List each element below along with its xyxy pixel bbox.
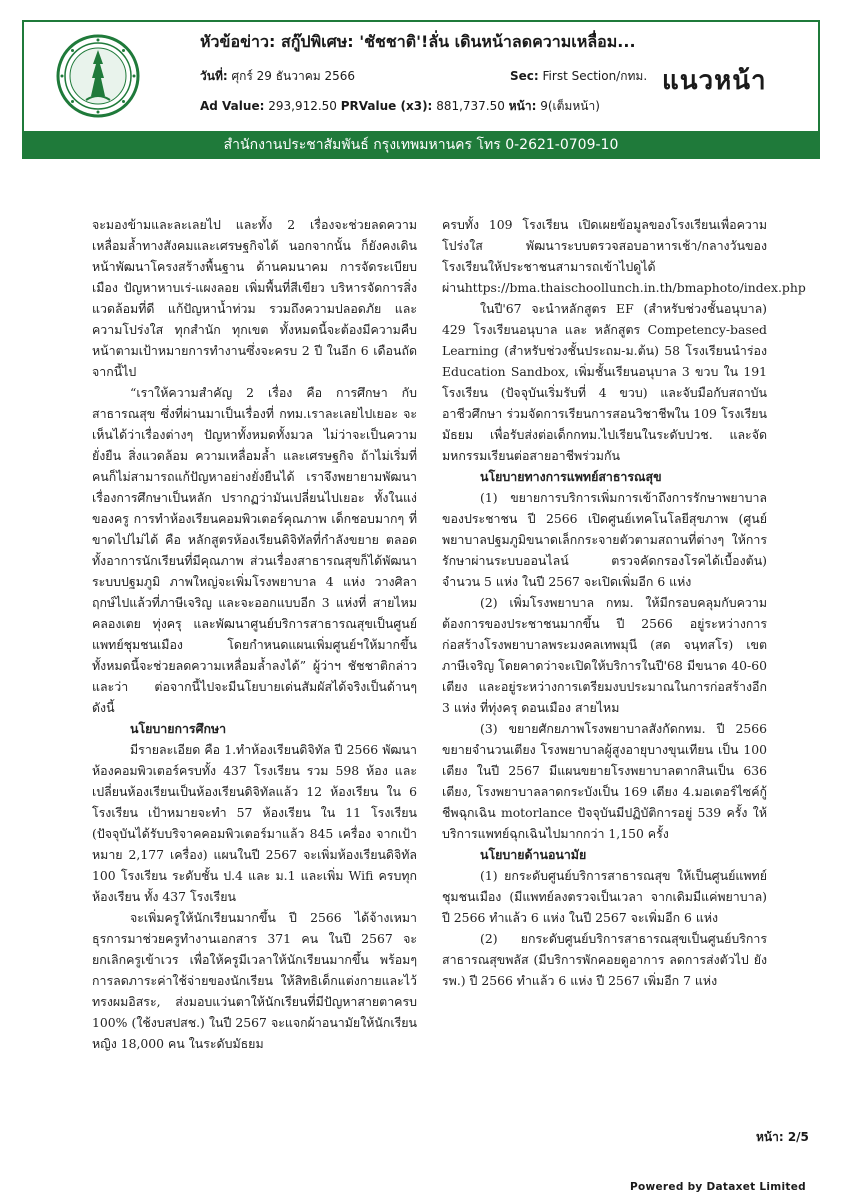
news-meta xyxy=(200,30,660,116)
date-sec-row xyxy=(200,67,660,85)
article-paragraph: จะเพิ่มครูให้นักเรียนมากขึ้น ปี 2566 ได้จ้างเหมาธุรการมาช่วยครูทำงานเอกสาร 371 คน ในปี 2567 จะยกเลิกครูเข้าเวร เพื่อให้ครูมีเวลาให้นักเรียนมากขึ้น พร้อมๆ การลดภาระค่าใช้จ่ายของนักเรียน ให้สิทธิเด็กแต่งกายและไว้ทรงผมอิสระ, ส่งมอบแว่นตาให้นักเรียนที่มีปัญหาสายตาครบ 100% (ใช้งบสปสช.) ในปี 2567 จะแจกผ้าอนามัยให้นักเรียนหญิง 18,000 คน ในระดับมัธยม xyxy=(92,910,417,1051)
sec-field xyxy=(510,67,647,86)
bma-logo xyxy=(22,20,174,131)
bma-seal-icon xyxy=(56,34,140,118)
headline-label: หัวข้อข่าว: xyxy=(200,32,276,51)
page-indicator: หน้า: 2/5 xyxy=(756,1130,809,1144)
ad-value: 293,912.50 xyxy=(268,99,337,113)
article-column-right xyxy=(442,214,806,991)
page-value: 9(เต็มหน้า) xyxy=(540,99,600,113)
article-paragraph: (2) เพิ่มโรงพยาบาล กทม. ให้มีกรอบคลุมกับความต้องการของประชาชนมากขึ้น ปี 2566 อยู่ระหว่างการก่อสร้างโรงพยาบาลพระมงคลเทพมุนี (สด จนฺทสโร) เขตภาษีเจริญ โดยคาดว่าจะเปิดให้บริการในปี'68 มีขนาด 40-60 เตียง และอยู่ระหว่างการเตรียมงบประมาณในการก่อสร้างอีก 3 แห่ง ที่ทุ่งครุ ดอนเมือง สายไหม xyxy=(442,595,767,715)
article-paragraph: (2) ยกระดับศูนย์บริการสาธารณสุขเป็นศูนย์บริการสาธารณสุขพลัส (มีบริการพักคอยดูอาการ ลดการส่งตัวไป ยัง รพ.) ปี 2566 ทำแล้ว 6 แห่ง ปี 2567 เพิ่มอีก 7 แห่ง xyxy=(442,931,767,988)
pr-value: 881,737.50 xyxy=(436,99,505,113)
sec-label: Sec: xyxy=(510,69,539,83)
date-label: วันที่: xyxy=(200,69,228,83)
section-heading: นโยบายด้านอนามัย xyxy=(480,847,587,862)
article-paragraph: ครบทั้ง 109 โรงเรียน เปิดเผยข้อมูลของโรงเรียนเพื่อความโปร่งใส พัฒนาระบบตรวจสอบอาหารเช้า/กลางวันของโรงเรียนให้ประชาชนสามารถเข้าไปดูได้ ผ่านhttps://bma.thaischoollunch.in.th/bmaphoto/index.php xyxy=(442,217,806,295)
article-paragraph: (3) ขยายศักยภาพโรงพยาบาลสังกัดกทม. ปี 2566 ขยายจำนวนเตียง โรงพยาบาลผู้สูงอายุบางขุนเทียน เป็น 100 เตียง ในปี 2567 มีแผนขยายโรงพยาบาลตากสินเป็น 636 เตียง, โรงพยาบาลลาดกระบังเป็น 169 เตียง 4.มอเตอร์ไซค์กู้ชีพฉุกเฉิน motorlance ปัจจุบันมีปฏิบัติการอยู่ 539 ครั้ง ให้บริการแพทย์ฉุกเฉินไปมากกว่า 1,150 ครั้ง xyxy=(442,721,767,841)
ad-value-label: Ad Value: xyxy=(200,99,265,113)
article-paragraph: “เราให้ความสำคัญ 2 เรื่อง คือ การศึกษา กับสาธารณสุข ซึ่งที่ผ่านมาเป็นเรื่องที่ กทม.เราละเลยไปเยอะ จะเห็นได้ว่าเรื่องต่างๆ ปัญหาทั้งหมดทั้งมวล ไม่ว่าจะเป็นความยั่งยืน สิ่งแวดล้อม ความเหลื่อมล้ำ และเศรษฐกิจ ถ้าไม่เริ่มที่คนก็ไม่สามารถแก้ปัญหาอย่างยั่งยืนได้ เราจึงพยายามพัฒนาเรื่องการศึกษาเป็นหลัก ปรากฏว่ามันเปลี่ยนไปเยอะ ทั้งในแง่ของครู การทำห้องเรียนคอมพิวเตอร์คุณภาพ เด็กชอบมากๆ ที่ขาดไปไม่ได้ คือ หลักสูตรห้องเรียนดิจิทัลที่กำลังขยาย ตลอดทั้งอาการนักเรียนที่มีคุณภาพ ส่วนเรื่องสาธารณสุขก็ได้พัฒนาระบบปฐมภูมิ ภาพใหญ่จะเพิ่มโรงพยาบาล 4 แห่ง วางศิลาฤกษ์ไปแล้วที่ภาษีเจริญ และจะออกแบบอีก 3 แห่งที่ สายไหม คลองเตย ทุ่งครุ และพัฒนาศูนย์บริการสาธารณสุขเป็นศูนย์แพทย์ชุมชนเมือง โดยกำหนดแผนเพิ่มศูนย์ฯให้มากขึ้น ทั้งหมดนี้จะช่วยลดความเหลื่อมล้ำลงได้” ผู้ว่าฯ ชัชชาติกล่าวและว่า ต่อจากนี้ไปจะมีนโยบายเด่นสัมผัสได้จริงเป็นด้านๆ ดังนี้ xyxy=(92,385,417,715)
page-label: หน้า: xyxy=(508,99,537,113)
section-heading: นโยบายทางการแพทย์สาธารณสุข xyxy=(480,469,662,484)
headline-text: สกู๊ปพิเศษ: 'ชัชชาติ'!ลั่น เดินหน้าลดความเหลื่อม... xyxy=(280,32,636,51)
article-paragraph: (1) ยกระดับศูนย์บริการสาธารณสุข ให้เป็นศูนย์แพทย์ชุมชนเมือง (มีแพทย์ลงตรวจเป็นเวลา จากเดิมมีแค่พยาบาล) ปี 2566 ทำแล้ว 6 แห่ง ในปี 2567 จะเพิ่มอีก 6 แห่ง xyxy=(442,868,767,925)
powered-by: Powered by Dataxet Limited xyxy=(630,1181,806,1193)
sec-value: First Section/กทม. xyxy=(542,69,648,83)
office-bar: สำนักงานประชาสัมพันธ์ กรุงเทพมหานคร โทร 0-2621-0709-10 xyxy=(22,131,820,159)
headline-row xyxy=(200,30,660,55)
article-paragraph: จะมองข้ามและละเลยไป และทั้ง 2 เรื่องจะช่วยลดความเหลื่อมล้ำทางสังคมและเศรษฐกิจได้ นอกจากนั้น ก็ยังคงเดินหน้าพัฒนาโครงสร้างพื้นฐาน ด้านคมนาคม การจัดระเบียบเมือง ปัญหาหาบเร่-แผงลอย เพิ่มพื้นที่สีเขียว บริหารจัดการสิ่งแวดล้อมที่ดี แก้ปัญหาน้ำท่วม รวมถึงความปลอดภัย และความโปร่งใส ทุกสำนัก ทุกเขต ทั้งหมดนี้จะต้องมีความคืบหน้าตามเป้าหมายการทำงานซึ่งจะครบ 2 ปี ในอีก 6 เดือนถัดจากนี้ไป xyxy=(92,217,417,379)
article-paragraph: ในปี'67 จะนำหลักสูตร EF (สำหรับช่วงชั้นอนุบาล) 429 โรงเรียนอนุบาล และ หลักสูตร Competency-based Learning (สำหรับช่วงชั้นประถม-ม.ต้น) 58 โรงเรียนนำร่อง Education Sandbox, เพิ่มชั้นเรียนอนุบาล 3 ขวบ ใน 191 โรงเรียน (ปัจจุบันเริ่มรับที่ 4 ขวบ) และจับมือกับสถาบันอาชีวศึกษา ร่วมจัดการเรียนการสอนวิชาชีพใน 109 โรงเรียนมัธยม เพื่อรับส่งต่อเด็กกทม.ไปเรียนในระดับปวช. และจัดมหกรรมเรียนต่อสายอาชีพร่วมกัน xyxy=(442,301,767,463)
article-paragraph: (1) ขยายการบริการเพิ่มการเข้าถึงการรักษาพยาบาลของประชาชน ปี 2566 เปิดศูนย์เทคโนโลยีสุขภาพ (ศูนย์พยาบาลปฐมภูมิขนาดเล็กกระจายตัวตามสถานที่ต่างๆ ให้การรักษาผ่านระบบออนไลน์ ตรวจคัดกรองโรคได้เบื้องต้น) จำนวน 5 แห่ง ในปี 2567 จะเปิดเพิ่มอีก 6 แห่ง xyxy=(442,490,767,589)
article-paragraph: มีรายละเอียด คือ 1.ทำห้องเรียนดิจิทัล ปี 2566 พัฒนาห้องคอมพิวเตอร์ครบทั้ง 437 โรงเรียน รวม 598 ห้อง และเปลี่ยนห้องเรียนเป็นห้องเรียนดิจิทัลแล้ว 12 ห้องเรียน ใน 6 โรงเรียน เป้าหมายจะทำ 57 ห้องเรียน ใน 11 โรงเรียน (ปัจจุบันได้รับบริจาคคอมพิวเตอร์มาแล้ว 845 เครื่อง จากเป้าหมาย 2,177 เครื่อง) แผนในปี 2567 จะเพิ่มห้องเรียนดิจิทัล 100 โรงเรียน ระดับชั้น ป.4 และ ม.1 และเพิ่ม Wifi ครบทุกห้องเรียน ทั้ง 437 โรงเรียน xyxy=(92,742,417,904)
value-row xyxy=(200,97,660,116)
newspaper-name: แนวหน้า xyxy=(662,66,767,96)
article-column-left xyxy=(92,214,417,1054)
pr-value-label: PRValue (x3): xyxy=(340,99,433,113)
date-value: ศุกร์ 29 ธันวาคม 2566 xyxy=(231,69,356,83)
section-heading: นโยบายการศึกษา xyxy=(130,721,227,736)
